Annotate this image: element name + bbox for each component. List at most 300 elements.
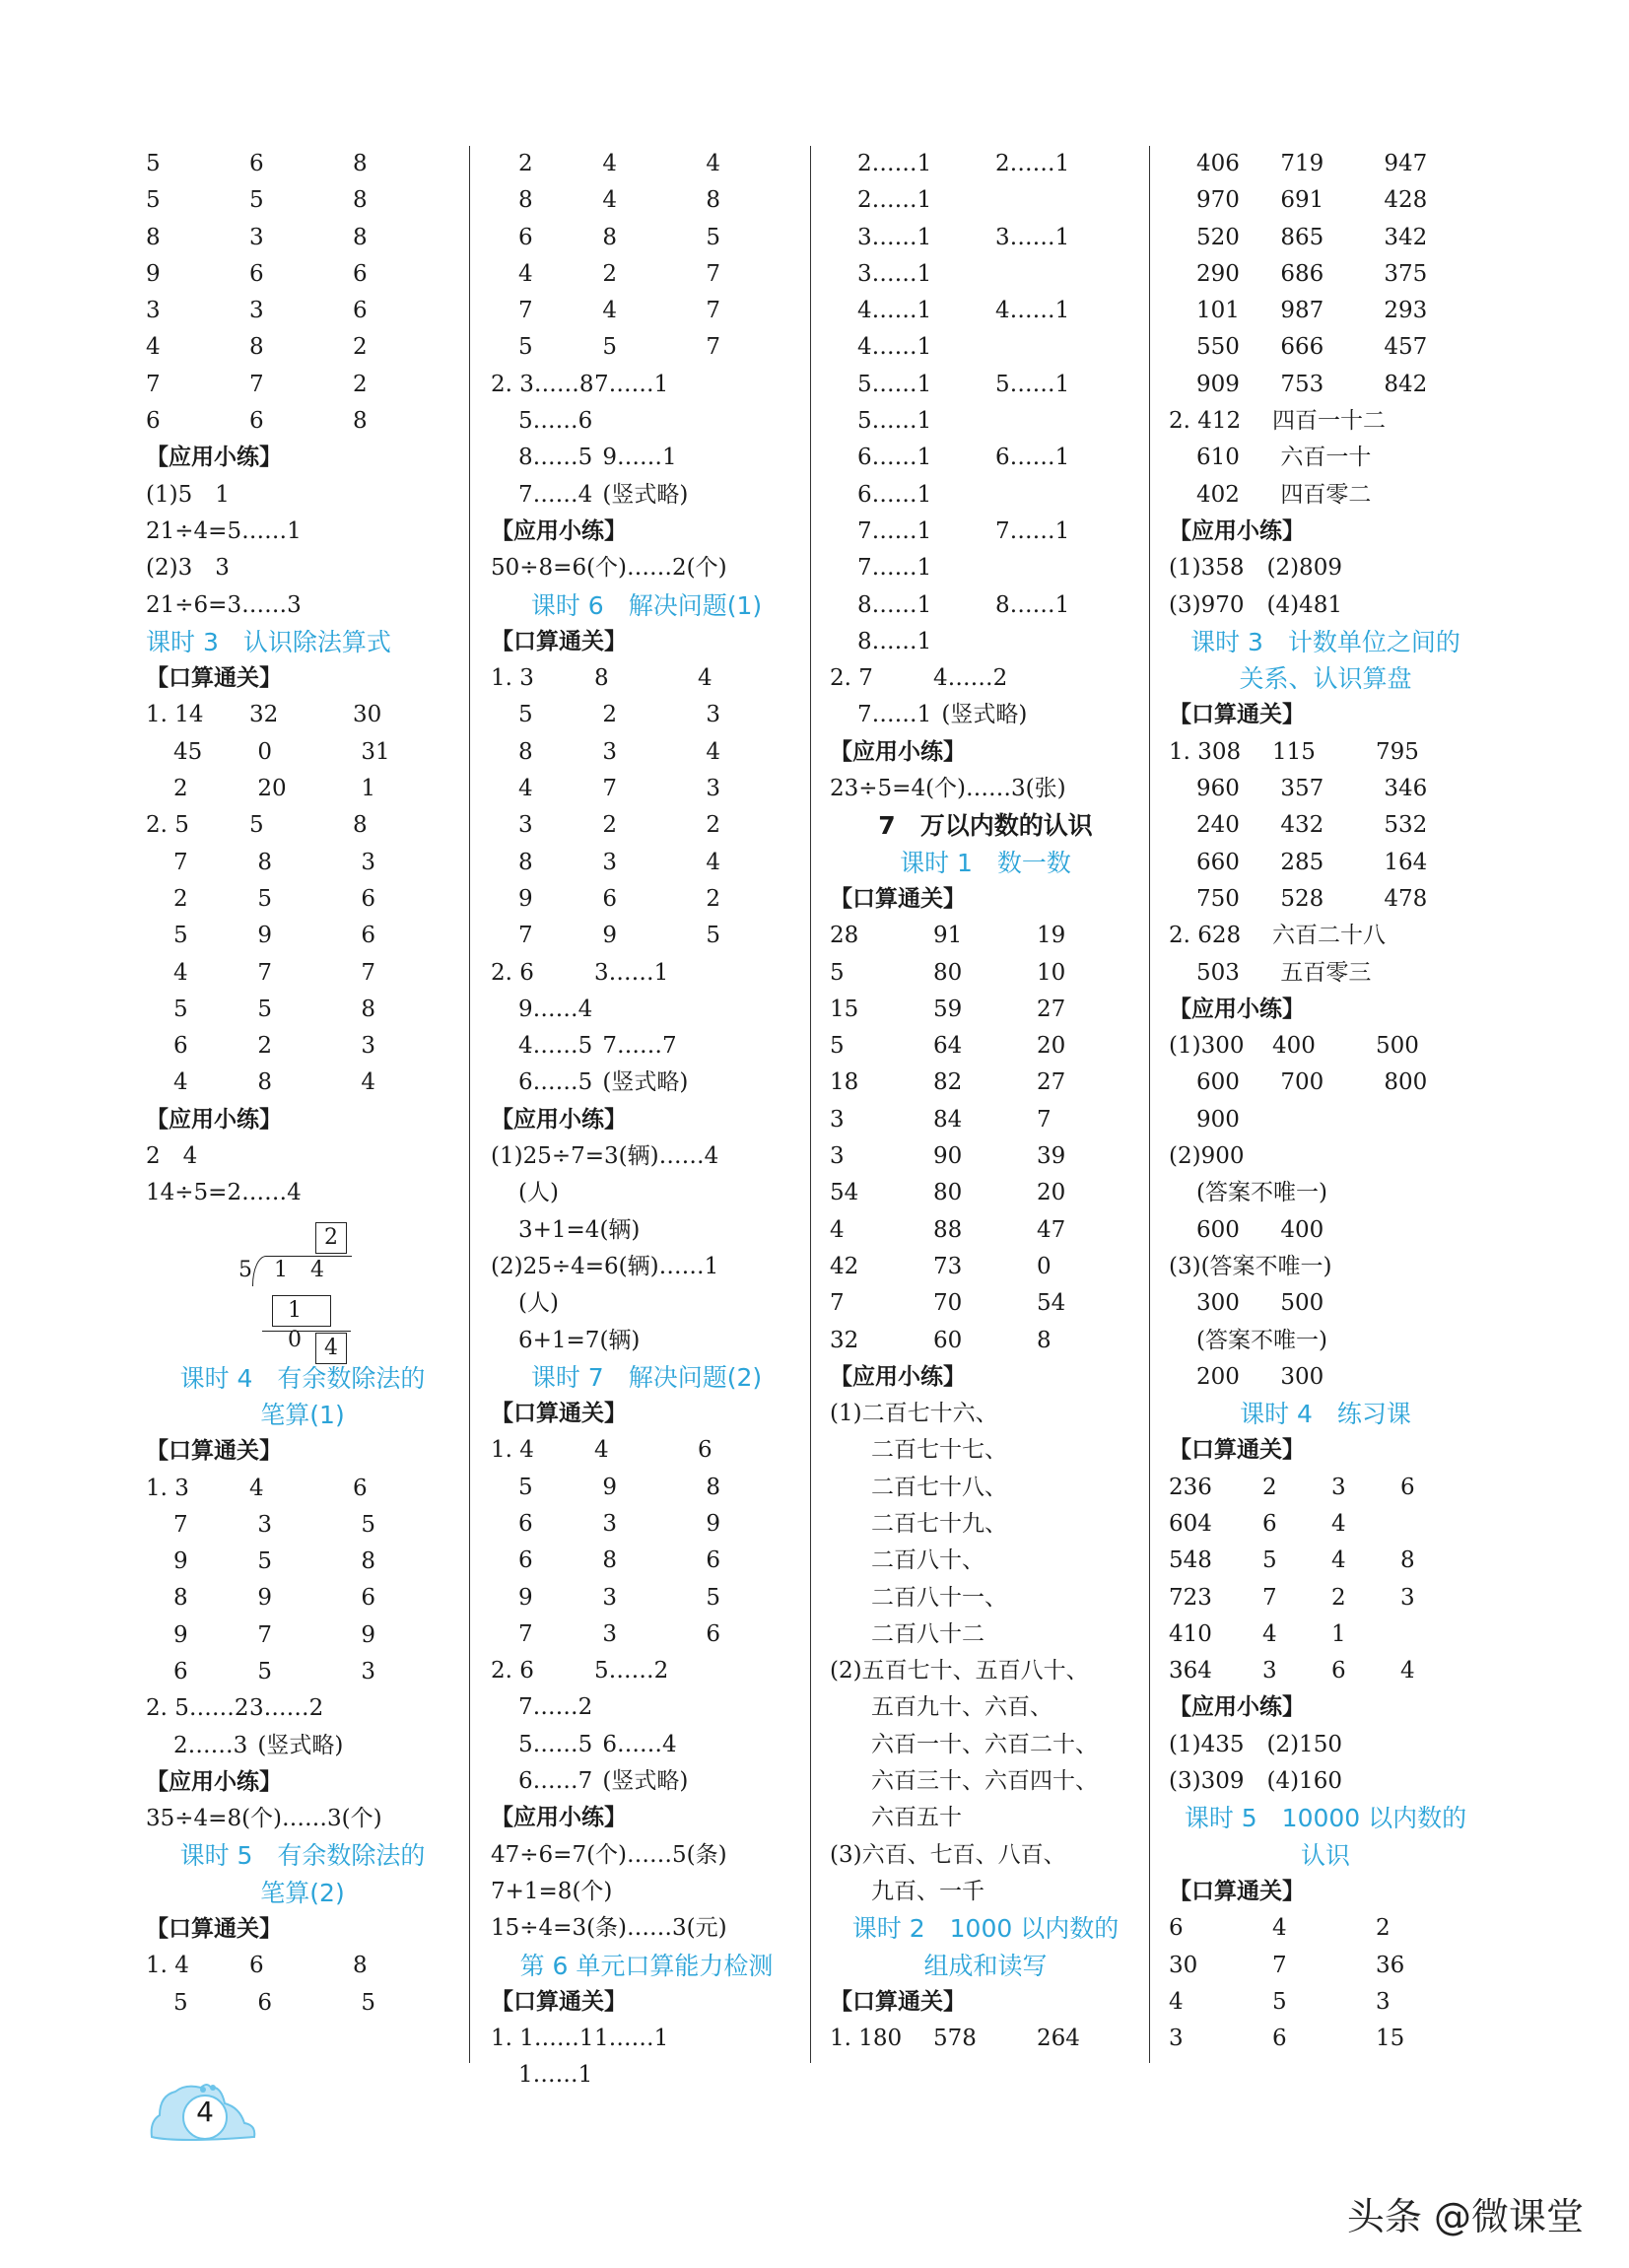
answer-cell: 2 <box>1376 1915 1391 1942</box>
answer-cell: (竖式略) <box>602 1768 689 1795</box>
answer-row <box>830 1102 1141 1138</box>
section-header: 【应用小练】 <box>146 1106 282 1133</box>
answer-cell: 8 <box>1400 1547 1415 1574</box>
answer-cell: 8 <box>706 1474 721 1500</box>
lesson-title: 笔算(1) <box>260 1400 345 1429</box>
section-header: 【口算通关】 <box>1169 702 1305 728</box>
answer-cell: 6……5 <box>518 1069 593 1096</box>
answer-cell: 5 <box>173 996 188 1022</box>
section-header: 【口算通关】 <box>830 1988 966 2015</box>
answer-row <box>830 550 1141 586</box>
answer-row <box>1169 1506 1482 1543</box>
answer-cell: 9 <box>257 1585 273 1612</box>
answer-row <box>146 1690 459 1727</box>
answer-cell: 5 <box>257 885 273 912</box>
answer-text: 50÷8=6(个)……2(个) <box>491 555 727 582</box>
column-divider <box>810 146 811 2063</box>
answer-cell: 2 <box>173 885 188 912</box>
answer-cell: 5……1 <box>995 371 1070 397</box>
answer-cell: 7 <box>1262 1584 1277 1611</box>
answer-row <box>491 220 802 256</box>
answer-cell: 8 <box>602 1547 618 1574</box>
answer-cell: 8 <box>353 224 368 250</box>
answer-row <box>1169 329 1482 366</box>
answer-cell: 9 <box>518 1584 533 1611</box>
answer-cell: 6 <box>1169 1915 1184 1942</box>
answer-cell: 5……2 <box>594 1658 669 1684</box>
answer-cell: 4 <box>602 151 618 176</box>
answer-row <box>491 697 802 733</box>
section-header: 【口算通关】 <box>491 628 627 654</box>
answer-cell: 5 <box>518 1474 533 1500</box>
answer-cell: 4 <box>698 665 713 692</box>
answer-text: (1)25÷7=3(辆)……4 <box>491 1143 719 1170</box>
answer-row <box>1169 918 1482 954</box>
answer-cell: 4……1 <box>995 298 1070 324</box>
answer-row <box>1169 734 1482 771</box>
answer-cell: 8 <box>173 1585 188 1612</box>
answer-cell: 6 <box>706 1620 721 1647</box>
answer-row <box>1169 1285 1482 1322</box>
answer-cell: 5 <box>146 151 161 176</box>
answer-row <box>830 514 1141 550</box>
answer-row <box>491 881 802 918</box>
answer-text: (人) <box>518 1180 559 1206</box>
answer-cell: 3 <box>706 702 721 728</box>
answer-text: 47÷6=7(个)……5(条) <box>491 1841 727 1868</box>
answer-cell: 1. 3 <box>491 665 534 692</box>
answer-cell: 686 <box>1280 260 1324 287</box>
answer-text: 7……2 <box>518 1694 593 1721</box>
lesson-title: 课时 7 解决问题(2) <box>530 1362 763 1392</box>
answer-cell: 8 <box>257 1069 273 1096</box>
answer-cell: 5 <box>249 187 264 214</box>
answer-cell: 64 <box>933 1033 963 1060</box>
answer-row <box>491 440 802 476</box>
section-header: 【应用小练】 <box>491 1106 627 1133</box>
answer-row <box>1169 1470 1482 1506</box>
answer-cell: 7……1 <box>995 517 1070 544</box>
answer-cell: 32 <box>830 1327 859 1353</box>
answer-cell: 1. 308 <box>1169 738 1242 765</box>
answer-cell: 3 <box>602 1510 618 1537</box>
answer-text: (2)900 <box>1169 1143 1245 1170</box>
answer-row <box>830 918 1141 954</box>
answer-cell: 80 <box>933 959 963 986</box>
answer-cell: 80 <box>933 1180 963 1206</box>
answer-cell: 5 <box>173 923 188 949</box>
answer-row <box>830 955 1141 992</box>
answer-cell: 5 <box>173 1989 188 2016</box>
answer-cell: 520 <box>1196 224 1240 250</box>
answer-text: 二百七十八、 <box>871 1474 1007 1500</box>
answer-cell: 19 <box>1037 923 1066 949</box>
answer-cell: 5……1 <box>857 371 932 397</box>
answer-text: 14÷5=2……4 <box>146 1180 302 1206</box>
answer-cell: 8……1 <box>995 591 1070 618</box>
answer-text: 二百八十二 <box>871 1620 984 1647</box>
answer-row <box>1169 1543 1482 1579</box>
answer-cell: 四百一十二 <box>1272 408 1386 435</box>
answer-row <box>830 293 1141 329</box>
answer-cell: 1. 1……1 <box>491 2026 594 2052</box>
lesson-title: 课时 2 1000 以内数的 <box>851 1914 1120 1944</box>
answer-cell: 7 <box>706 334 721 361</box>
answer-row <box>1169 1212 1482 1249</box>
answer-row <box>146 992 459 1028</box>
answer-cell: 5 <box>257 1658 273 1684</box>
answer-cell: 5 <box>706 224 721 250</box>
answer-cell: 457 <box>1384 334 1428 361</box>
answer-cell: 2 <box>602 260 618 287</box>
answer-row <box>146 403 459 440</box>
answer-cell: 6 <box>249 408 264 435</box>
answer-row <box>146 1507 459 1544</box>
answer-cell: 719 <box>1280 151 1324 176</box>
answer-cell: 7……4 <box>518 481 593 508</box>
column-2 <box>491 146 802 2089</box>
answer-row <box>1169 440 1482 476</box>
answer-row <box>491 771 802 807</box>
answer-cell: 8 <box>706 187 721 214</box>
answer-cell: 8……5 <box>518 445 593 471</box>
answer-row <box>830 660 1141 697</box>
answer-cell: 8……1 <box>857 591 932 618</box>
answer-cell: 428 <box>1384 187 1428 214</box>
answer-text: (1)5 1 <box>146 481 230 508</box>
answer-cell: 3 <box>830 1143 845 1170</box>
answer-cell: 5 <box>1262 1547 1277 1574</box>
product-box: 1 0 <box>272 1295 331 1327</box>
answer-cell: 59 <box>933 996 963 1022</box>
answer-row <box>1169 182 1482 219</box>
page-number: 4 <box>196 2096 214 2128</box>
answer-cell: 8 <box>602 224 618 250</box>
answer-cell: 290 <box>1196 260 1240 287</box>
section-header: 【应用小练】 <box>491 517 627 544</box>
answer-cell: 1 <box>1331 1620 1346 1647</box>
answer-row <box>146 918 459 954</box>
answer-cell: 39 <box>1037 1143 1066 1170</box>
answer-cell: 7 <box>706 298 721 324</box>
answer-row <box>491 256 802 293</box>
answer-row <box>830 477 1141 514</box>
answer-cell: 6 <box>698 1437 713 1464</box>
answer-row <box>146 1471 459 1507</box>
dividend: 1 4 <box>274 1257 332 1282</box>
answer-cell: 9 <box>518 885 533 912</box>
answer-cell: 700 <box>1280 1069 1324 1096</box>
answer-cell: 5 <box>518 334 533 361</box>
answer-cell: 750 <box>1196 885 1240 912</box>
answer-row <box>1169 1065 1482 1101</box>
answer-row <box>146 1985 459 2022</box>
answer-row <box>146 256 459 293</box>
answer-cell: 5 <box>257 1548 273 1575</box>
answer-cell: 532 <box>1384 812 1428 839</box>
answer-cell: 3 <box>1331 1474 1346 1500</box>
answer-row <box>491 1506 802 1543</box>
answer-cell: 970 <box>1196 187 1240 214</box>
answer-cell: 六百一十 <box>1280 445 1372 471</box>
answer-cell: 4 <box>518 776 533 802</box>
answer-cell: 8 <box>353 408 368 435</box>
answer-cell: 264 <box>1037 2026 1080 2052</box>
answer-cell: 6……1 <box>857 481 932 508</box>
section-header: 【口算通关】 <box>1169 1878 1305 1904</box>
answer-cell: 6 <box>353 260 368 287</box>
answer-text: (1)358 (2)809 <box>1169 555 1342 582</box>
answer-cell: 7……1 <box>857 555 932 582</box>
answer-cell: 9 <box>706 1510 721 1537</box>
answer-row <box>491 1580 802 1616</box>
lesson-title: 认识 <box>1300 1840 1350 1870</box>
answer-cell: 20 <box>1037 1033 1066 1060</box>
answer-text: (2)25÷4=6(辆)……1 <box>491 1253 719 1279</box>
lesson-title: 课时 6 解决问题(1) <box>530 590 763 620</box>
answer-row <box>491 734 802 771</box>
answer-row <box>491 1727 802 1763</box>
answer-cell: 7……1 <box>857 702 932 728</box>
answer-row <box>830 992 1141 1028</box>
answer-row <box>1169 1653 1482 1689</box>
answer-cell: 15 <box>1376 2026 1405 2052</box>
section-header: 【应用小练】 <box>491 1805 627 1831</box>
answer-cell: 4……1 <box>857 298 932 324</box>
answer-cell: 6 <box>1272 2026 1287 2052</box>
answer-cell: 27 <box>1037 1069 1066 1096</box>
answer-text: 六百三十、六百四十、 <box>871 1768 1098 1795</box>
remainder-box: 4 <box>315 1333 347 1364</box>
answer-cell: 723 <box>1169 1584 1212 1611</box>
answer-cell: 15 <box>830 996 859 1022</box>
section-header: 【口算通关】 <box>491 1988 627 2015</box>
answer-cell: 1. 3 <box>146 1475 189 1501</box>
answer-cell: 4 <box>1331 1510 1346 1537</box>
answer-cell: 6 <box>249 1953 264 1979</box>
answer-row <box>146 734 459 771</box>
answer-cell: 6 <box>518 1510 533 1537</box>
answer-row <box>830 1065 1141 1101</box>
answer-cell: 2 <box>257 1033 273 1060</box>
answer-cell: 5 <box>257 996 273 1022</box>
answer-cell: 4 <box>146 334 161 361</box>
answer-cell: 20 <box>1037 1180 1066 1206</box>
answer-row <box>830 2021 1141 2057</box>
answer-row <box>491 955 802 992</box>
answer-cell: 9……1 <box>602 445 677 471</box>
answer-cell: 6 <box>146 408 161 435</box>
answer-cell: 四百零二 <box>1280 481 1372 508</box>
answer-cell: 2……1 <box>857 151 932 176</box>
answer-cell: 7……1 <box>857 517 932 544</box>
answer-row <box>830 1028 1141 1065</box>
answer-cell: 578 <box>933 2026 977 2052</box>
answer-cell: 2. 7 <box>830 665 873 692</box>
answer-cell: 7……1 <box>594 371 669 397</box>
answer-cell: (竖式略) <box>257 1732 344 1758</box>
answer-text: 5……6 <box>518 408 593 435</box>
answer-row <box>830 1285 1141 1322</box>
answer-cell: 9 <box>361 1621 376 1648</box>
answer-row <box>491 807 802 844</box>
answer-cell: 36 <box>1376 1952 1405 1978</box>
quotient-box: 2 <box>315 1222 347 1254</box>
answer-row <box>830 329 1141 366</box>
answer-text: 九百、一千 <box>871 1878 984 1904</box>
answer-cell: 9 <box>257 923 273 949</box>
lesson-title: 课时 4 练习课 <box>1240 1400 1411 1429</box>
lesson-title: 课时 5 10000 以内数的 <box>1184 1804 1467 1833</box>
answer-cell: 300 <box>1280 1363 1324 1390</box>
answer-row <box>146 807 459 844</box>
answer-cell: 500 <box>1280 1290 1324 1317</box>
section-header: 【口算通关】 <box>146 1916 282 1943</box>
answer-cell: 88 <box>933 1216 963 1243</box>
answer-text: (1)435 (2)150 <box>1169 1731 1342 1757</box>
answer-cell: 7 <box>518 298 533 324</box>
answer-cell: 7 <box>1037 1106 1052 1133</box>
lesson-title: 课时 5 有余数除法的 <box>179 1841 426 1871</box>
answer-cell: 5 <box>361 1511 376 1538</box>
answer-cell: 200 <box>1196 1363 1240 1390</box>
answer-row <box>1169 1580 1482 1616</box>
answer-cell: 7 <box>173 1511 188 1538</box>
answer-cell: 402 <box>1196 481 1240 508</box>
answer-row <box>1169 1359 1482 1396</box>
section-header: 【口算通关】 <box>146 665 282 692</box>
answer-text: (3)六百、七百、八百、 <box>830 1841 1066 1868</box>
answer-cell: 795 <box>1376 738 1419 765</box>
answer-cell: 5……5 <box>518 1731 593 1757</box>
answer-cell: (1)300 <box>1169 1033 1245 1060</box>
answer-cell: 0 <box>1037 1253 1052 1279</box>
answer-row <box>491 660 802 697</box>
answer-cell: 28 <box>830 923 859 949</box>
answer-cell: 82 <box>933 1069 963 1096</box>
answer-cell: 2 <box>706 812 721 839</box>
lesson-title: 关系、认识算盘 <box>1239 664 1412 694</box>
answer-cell: 6 <box>518 224 533 250</box>
answer-cell: 45 <box>173 738 203 765</box>
section-header: 【口算通关】 <box>491 1401 627 1427</box>
answer-cell: 236 <box>1169 1474 1212 1500</box>
answer-cell: 6 <box>602 885 618 912</box>
answer-text: 23÷5=4(个)……3(张) <box>830 776 1066 802</box>
section-header: 【应用小练】 <box>146 445 282 471</box>
answer-row <box>1169 1028 1482 1065</box>
answer-text: 二百七十九、 <box>871 1510 1007 1537</box>
answer-row <box>830 1138 1141 1175</box>
answer-row <box>146 1948 459 1984</box>
answer-cell: 2 <box>602 702 618 728</box>
answer-cell: 42 <box>830 1253 859 1279</box>
answer-text: 五百九十、六百、 <box>871 1694 1052 1721</box>
answer-cell: 4 <box>706 849 721 875</box>
division-line <box>262 1331 351 1332</box>
answer-cell: 6……7 <box>518 1768 593 1795</box>
answer-cell: 六百二十八 <box>1272 923 1386 949</box>
answer-row <box>830 1323 1141 1359</box>
answer-cell: 4 <box>173 1069 188 1096</box>
answer-cell: 600 <box>1196 1216 1240 1243</box>
answer-cell: 73 <box>933 1253 963 1279</box>
answer-row <box>1169 955 1482 992</box>
lesson-title: 课时 4 有余数除法的 <box>179 1363 426 1393</box>
answer-cell: 8 <box>353 812 368 839</box>
answer-cell: 6 <box>353 298 368 324</box>
answer-row <box>830 1249 1141 1285</box>
answer-row <box>146 1728 459 1764</box>
answer-cell: 503 <box>1196 959 1240 986</box>
answer-text: 900 <box>1196 1106 1240 1133</box>
answer-cell: 604 <box>1169 1510 1212 1537</box>
answer-cell: 9 <box>602 923 618 949</box>
answer-row <box>491 1543 802 1579</box>
answer-cell: 3 <box>146 298 161 324</box>
answer-cell: 7 <box>518 923 533 949</box>
answer-row <box>491 367 802 403</box>
answer-cell: 3……1 <box>857 224 932 250</box>
divisor: 5 <box>238 1257 252 1282</box>
answer-row <box>146 367 459 403</box>
answer-cell: 8 <box>353 1953 368 1979</box>
answer-cell: 3 <box>602 849 618 875</box>
answer-cell: 4 <box>1262 1620 1277 1647</box>
answer-cell: 2. 3……8 <box>491 371 594 397</box>
answer-cell: 30 <box>1169 1952 1198 1978</box>
section-header: 【应用小练】 <box>1169 1694 1305 1721</box>
answer-text: (答案不唯一) <box>1196 1327 1327 1353</box>
answer-cell: 960 <box>1196 776 1240 802</box>
answer-cell: 4 <box>602 187 618 214</box>
answer-cell: 3 <box>706 776 721 802</box>
answer-cell: 5 <box>706 923 721 949</box>
answer-cell: 7 <box>830 1290 845 1317</box>
answer-row <box>830 403 1141 440</box>
answer-row <box>146 1065 459 1101</box>
answer-cell: 2……1 <box>857 187 932 214</box>
answer-row <box>491 1616 802 1653</box>
answer-row <box>491 1065 802 1101</box>
answer-row <box>491 329 802 366</box>
answer-cell: 987 <box>1280 298 1324 324</box>
answer-cell: 550 <box>1196 334 1240 361</box>
answer-cell: 3 <box>1169 2026 1184 2052</box>
answer-row <box>146 955 459 992</box>
column-divider <box>469 146 470 2063</box>
page-number-badge <box>146 2078 264 2147</box>
answer-cell: 6 <box>173 1033 188 1060</box>
answer-cell: 8 <box>518 187 533 214</box>
answer-cell: 2……1 <box>995 151 1070 176</box>
answer-cell: 1. 4 <box>146 1953 189 1979</box>
answer-cell: 432 <box>1280 812 1324 839</box>
answer-row <box>1169 1948 1482 1984</box>
answer-row <box>830 182 1141 219</box>
answer-cell: 6 <box>706 1547 721 1574</box>
answer-cell: 528 <box>1280 885 1324 912</box>
answer-text: 二百八十一、 <box>871 1584 1007 1611</box>
lesson-title: 第 6 单元口算能力检测 <box>519 1951 774 1980</box>
section-header: 【口算通关】 <box>1169 1437 1305 1464</box>
answer-row <box>830 1175 1141 1211</box>
lesson-title: 课时 1 数一数 <box>900 848 1071 877</box>
answer-cell: 300 <box>1196 1290 1240 1317</box>
answer-cell: 6 <box>361 885 376 912</box>
answer-cell: 6 <box>1331 1658 1346 1684</box>
answer-cell: 7 <box>146 371 161 397</box>
